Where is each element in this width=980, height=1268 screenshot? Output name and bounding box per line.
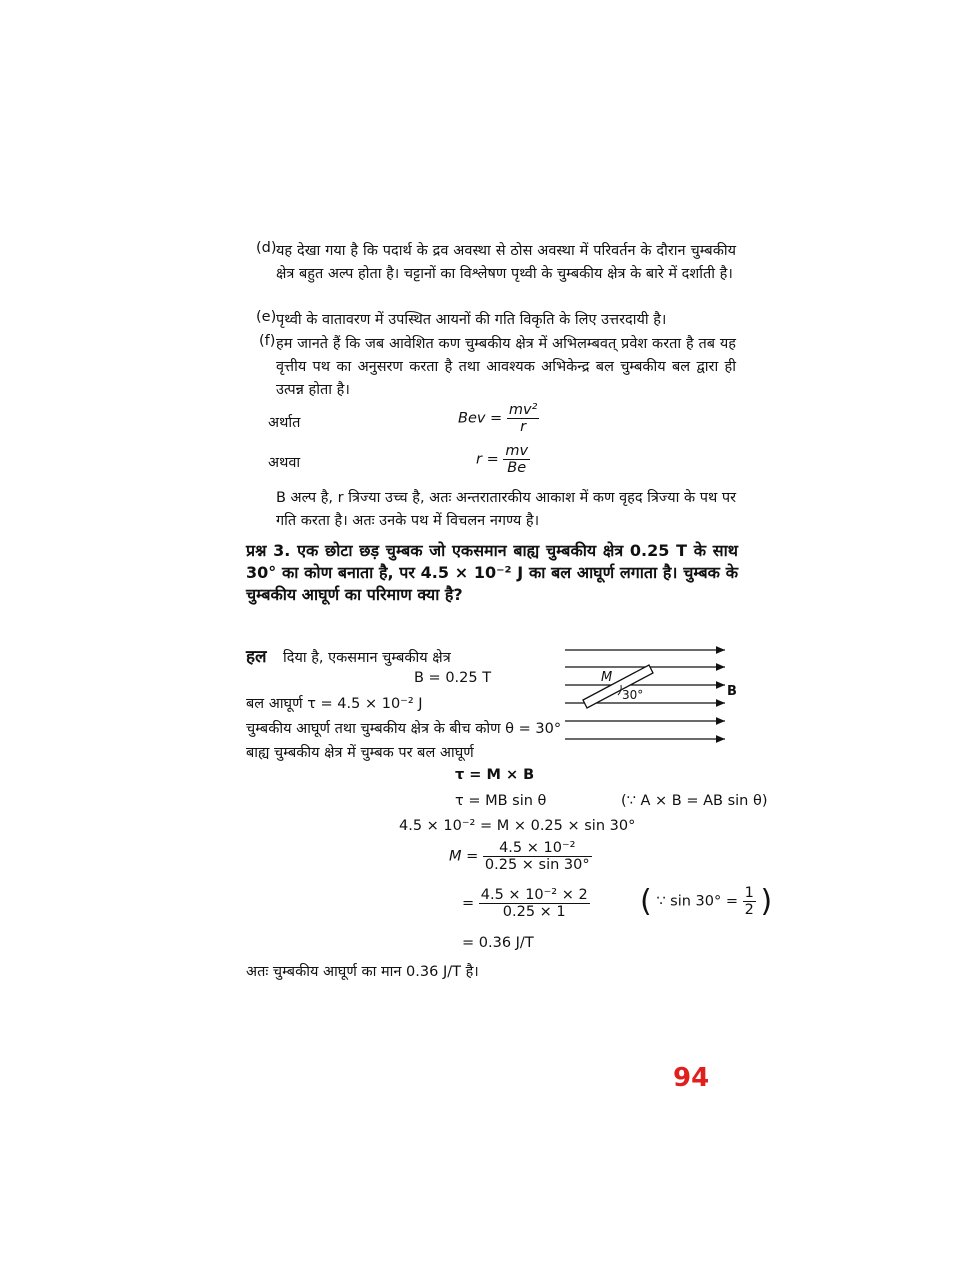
question-text: एक छोटा छड़ चुम्बक जो एकसमान बाह्य चुम्बकीय क्षेत्र 0.25 T के साथ 30° का कोण बनाता है, पर 4.5 × 10⁻² J का बल आघूर्ण लगाता है। चुम्बक के चुम्बकीय आघूर्ण का परिमाण क्या है? bbox=[246, 541, 738, 604]
step5-fraction bbox=[479, 887, 590, 920]
step2: τ = MB sin θ bbox=[455, 793, 547, 809]
eq1-fraction bbox=[507, 402, 540, 435]
note5-num: 1 bbox=[744, 885, 754, 901]
conclusion-f: B अल्प है, r त्रिज्या उच्च है, अतः अन्तरातारकीय आकाश में कण वृहद त्रिज्या के पथ पर गति करता है। अतः उनके पथ में विचलन नगण्य है। bbox=[276, 490, 737, 529]
field-lines bbox=[565, 650, 725, 739]
eq2-num: mv bbox=[505, 443, 529, 459]
eq2-den: Be bbox=[507, 460, 527, 476]
magnet-field-diagram bbox=[555, 638, 755, 750]
right-paren: ) bbox=[760, 884, 773, 919]
solution-given: दिया है, एकसमान चुम्बकीय क्षेत्र bbox=[283, 650, 451, 666]
eq2-lhs: r = bbox=[476, 451, 499, 468]
page-number: 94 bbox=[673, 1063, 710, 1093]
solution-external: बाह्य चुम्बकीय क्षेत्र में चुम्बक पर बल आघूर्ण bbox=[246, 745, 474, 761]
solution-b-value: B = 0.25 T bbox=[414, 670, 492, 686]
item-d-label: (d) bbox=[256, 240, 277, 256]
solution-torque: बल आघूर्ण τ = 4.5 × 10⁻² J bbox=[246, 696, 423, 712]
item-e-label: (e) bbox=[256, 309, 277, 325]
step1: τ = M × B bbox=[455, 767, 535, 783]
step5-den: 0.25 × 1 bbox=[502, 904, 566, 920]
step5-num: 4.5 × 10⁻² × 2 bbox=[480, 887, 588, 903]
eq2-fraction bbox=[503, 443, 530, 476]
step4-lhs: M = bbox=[449, 848, 479, 865]
step3: 4.5 × 10⁻² = M × 0.25 × sin 30° bbox=[399, 818, 636, 834]
field-label: B bbox=[727, 684, 737, 699]
solution-label: हल bbox=[246, 647, 267, 667]
eq2-word: अथवा bbox=[268, 455, 301, 471]
eq1-lhs: Bev = bbox=[458, 410, 503, 427]
magnet-label: M bbox=[601, 670, 613, 685]
question-3 bbox=[246, 540, 738, 606]
item-f-text: हम जानते हैं कि जब आवेशित कण चुम्बकीय क्षेत्र में अभिलम्बवत् प्रवेश करता है तब यह वृत्तीय पथ का अनुसरण करता है तथा आवश्यक अभिकेन्द्र बल चुम्बकीय बल द्वारा ही उत्पन्न होता है। bbox=[276, 336, 736, 398]
solution-final: अतः चुम्बकीय आघूर्ण का मान 0.36 J/T है। bbox=[246, 964, 479, 980]
note5-lhs: ∵ sin 30° = bbox=[656, 893, 739, 910]
step6: = 0.36 J/T bbox=[462, 935, 534, 951]
eq1-word: अर्थात bbox=[268, 415, 301, 431]
eq1-den: r bbox=[520, 419, 527, 435]
question-label: प्रश्न 3. bbox=[246, 541, 291, 560]
note5-fraction bbox=[743, 885, 756, 918]
solution-angle: चुम्बकीय आघूर्ण तथा चुम्बकीय क्षेत्र के बीच कोण θ = 30° bbox=[246, 721, 562, 737]
left-paren: ( bbox=[640, 884, 652, 919]
step4-fraction bbox=[483, 840, 592, 873]
step4 bbox=[449, 840, 592, 873]
item-e-text: पृथ्वी के वातावरण में उपस्थित आयनों की गति विकृति के लिए उत्तरदायी है। bbox=[276, 312, 667, 328]
step4-den: 0.25 × sin 30° bbox=[484, 857, 590, 873]
eq1-equation bbox=[458, 402, 539, 435]
note2: (∵ A × B = AB sin θ) bbox=[621, 793, 768, 809]
angle-label: 30° bbox=[622, 688, 644, 702]
item-d-text: यह देखा गया है कि पदार्थ के द्रव अवस्था से ठोस अवस्था में परिवर्तन के दौरान चुम्बकीय क्षेत्र बहुत अल्प होता है। चट्टानों का विश्लेषण पृथ्वी के चुम्बकीय क्षेत्र के बारे में दर्शाती है। bbox=[276, 243, 736, 282]
eq1-num: mv² bbox=[508, 402, 538, 418]
step4-num: 4.5 × 10⁻² bbox=[483, 840, 592, 857]
note5-den: 2 bbox=[744, 902, 754, 918]
item-f-label: (f) bbox=[259, 333, 276, 349]
step5-lhs: = bbox=[462, 895, 475, 912]
step5 bbox=[462, 887, 590, 920]
note5 bbox=[640, 884, 772, 919]
eq2-equation bbox=[476, 443, 530, 476]
